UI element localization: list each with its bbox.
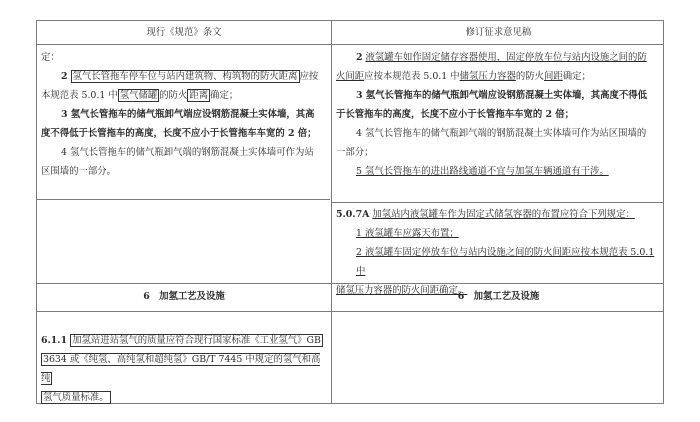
- row4-left-box-line2: 3634 或《纯氢、高纯氢和超纯氢》GB/T 7445 中规定的氢气和高纯: [41, 354, 321, 384]
- row1-left-cell: [37, 48, 331, 198]
- right-item2-u3: 间距: [544, 71, 563, 82]
- row2-right-line1-text: 加氢站内液氢罐车作为固定式储氢容器的布置应符合下列规定：: [372, 209, 635, 220]
- right-item2-underlined: 液氢罐车如作固定储存容器使用，固定停放车位与站内设施之间的防: [365, 52, 647, 63]
- item2-number: 2: [61, 71, 68, 82]
- row3-rule: [37, 311, 663, 312]
- row4-left-line1: [41, 331, 327, 350]
- row1-right-item2-line2: [336, 67, 661, 86]
- right-item2-number: 2: [356, 52, 363, 63]
- item2-line2-a: 本规范表 5.0.1 中: [41, 90, 118, 101]
- row1-right-item4-line2: 一部分；: [336, 147, 374, 158]
- section-heading-left: 6 加氢工艺及设施: [143, 291, 225, 302]
- item2-line2-c: 确定；: [210, 90, 239, 101]
- row2-right-item2-line2: 储氢压力容器的防火间距确定。: [336, 285, 468, 296]
- item2-box-hydrogen-tank: 氢气储罐: [119, 90, 158, 101]
- header-right: 修订征求意见稿: [465, 27, 532, 38]
- row1-left-item4-line1: 4 氢气长管拖车的储气瓶卸气端的钢筋混凝土实体墙可作为站: [61, 147, 314, 158]
- row4-left-cell: [37, 317, 331, 403]
- row1-left-rule: [37, 199, 330, 200]
- clause-number-6-1-1: 6.1.1: [41, 335, 68, 346]
- row1-right-rule: [332, 202, 663, 203]
- comparison-table: [36, 20, 664, 404]
- row1-left-item3-line2: 度不得低于长管拖车的高度，长度不应小于长管拖车车宽的 2 倍；: [41, 128, 317, 139]
- item2-tail: 应按: [299, 71, 319, 82]
- item2-box-distance: 距离: [189, 90, 209, 101]
- row2-right-item2-line1: 2 液氢罐车固定停放车位与站内设施之间的防火间距应按本规范表 5.0.1 中: [356, 247, 655, 277]
- row1-right-item5: 5 氢气长管拖车的进出路线通道不宜与加氢车辆通道有干涉。: [356, 166, 609, 177]
- row2-right-cell: [332, 205, 665, 296]
- row4-left-box-line1: 加氢站进站氢气的质量应符合现行国家标准《工业氢气》GB: [72, 335, 321, 346]
- row1-left-item2-line2: [41, 86, 327, 105]
- right-item2-u2: 储氢压力容器: [459, 71, 516, 82]
- right-item2-u1: 火间距: [336, 71, 365, 82]
- row1-left-item4-line2: 区围墙的一部分。: [41, 166, 117, 177]
- row1-right-item4-line1: 4 氢气长管拖车的储气瓶卸气端的钢筋混凝土实体墙可作为站区围墙的: [356, 128, 647, 139]
- header-left: 现行《规范》条文: [146, 27, 222, 38]
- row2-right-item1: 1 液氢罐车应露天布置；: [356, 228, 459, 239]
- right-item2-b: 的防火: [515, 71, 544, 82]
- row1-right-item3-line1: 3 氢气长管拖车的储气瓶卸气端应设钢筋混凝土实体墙，其高度不得低: [356, 90, 648, 101]
- row1-left-line0: 定：: [41, 52, 60, 63]
- row1-left-item3-line1: 3 氢气长管拖车的储气瓶卸气端应设钢筋混凝土实体墙，其高: [61, 109, 315, 120]
- row1-right-item3-line2: 于长管拖车的高度，长度不应小于长管拖车车宽的 2 倍；: [336, 109, 575, 120]
- row1-right-item2-line1: [336, 48, 661, 67]
- item2-box-text: 氢气长管拖车停车位与站内建筑物、构筑物的防火距离: [72, 71, 298, 82]
- row2-right-line1: [336, 205, 661, 224]
- row1-right-cell: [332, 48, 665, 202]
- header-rule: [37, 44, 663, 45]
- section-heading-right: 6 加氢工艺及设施: [457, 291, 540, 302]
- clause-number-5-0-7a: 5.0.7A: [336, 209, 370, 220]
- item2-line2-b: 的防火: [159, 90, 188, 101]
- right-item2-c: 确定；: [562, 71, 591, 82]
- right-item2-mid: 应按本规范表 5.0.1 中: [364, 71, 460, 82]
- row1-left-item2-line1: [41, 67, 327, 86]
- row4-left-line3: [41, 388, 327, 407]
- row4-left-box-line3: 氢气质量标准。: [43, 392, 109, 403]
- row4-left-line2: [41, 350, 327, 388]
